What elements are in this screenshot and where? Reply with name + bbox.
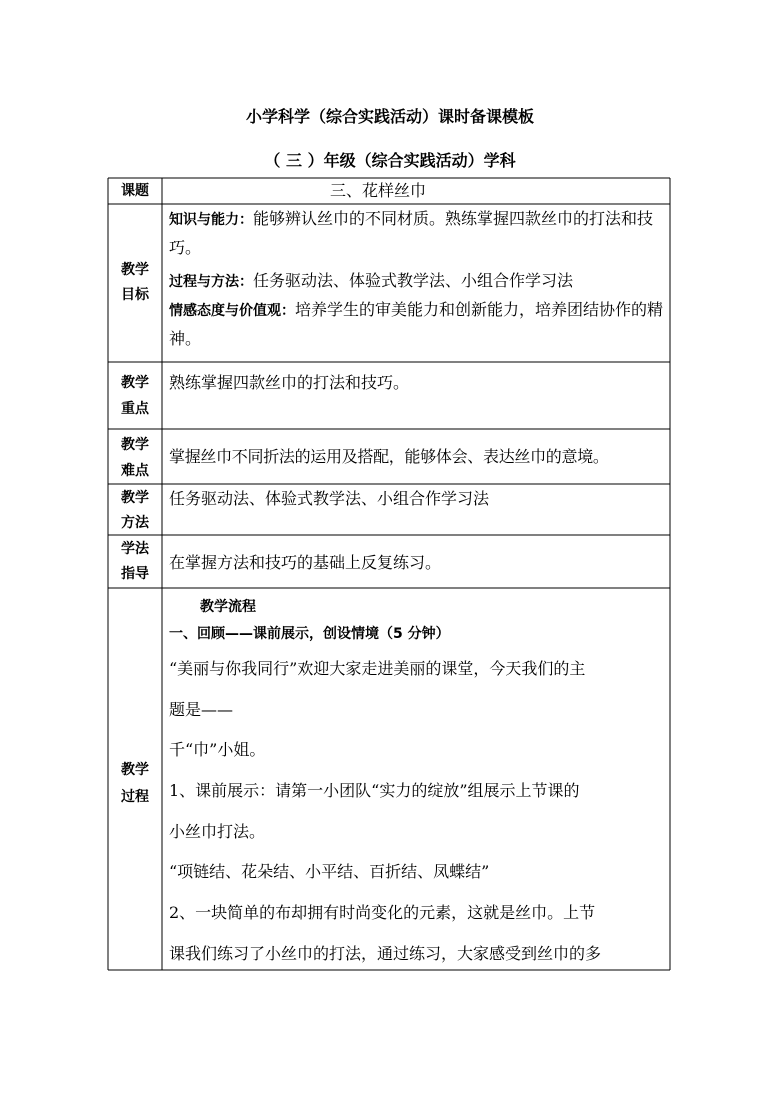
objectives-label-1: 教学 (121, 262, 149, 278)
knowledge-text: 能够辨认丝巾的不同材质。熟练掌握四款丝巾的打法和技巧。 (169, 209, 654, 257)
difficulties-label-2: 难点 (121, 463, 149, 479)
study-guide-value: 在掌握方法和技巧的基础上反复练习。 (169, 553, 442, 572)
topic-value: 三、花样丝巾 (330, 181, 427, 200)
process-line: 题是—— (169, 700, 234, 719)
process-section-1: 一、回顾——课前展示，创设情境（5 分钟） (169, 626, 450, 642)
objectives-content (169, 205, 665, 352)
key-points-label-2: 重点 (121, 401, 149, 417)
study-guide-label-2: 指导 (121, 566, 149, 582)
difficulties-label-1: 教学 (121, 437, 149, 453)
process-line: 课我们练习了小丝巾的打法，通过练习，大家感受到丝巾的多 (169, 944, 602, 963)
method-text: 任务驱动法、体验式教学法、小组合作学习法 (253, 271, 574, 290)
page-subtitle: （ 三 ）年级（综合实践活动）学科 (264, 151, 516, 170)
process-line: 1、课前展示：请第一小团队“实力的绽放”组展示上节课的 (169, 781, 580, 800)
process-line: 千“巾”小姐。 (169, 740, 266, 759)
difficulties-label (108, 432, 162, 484)
key-points-label (108, 370, 162, 422)
methods-label-2: 方法 (121, 515, 149, 531)
emotion-label: 情感态度与价值观： (169, 303, 295, 319)
process-label-1: 教学 (121, 762, 149, 778)
process-line: “美丽与你我同行”欢迎大家走进美丽的课堂，今天我们的主 (169, 659, 586, 678)
process-line: 小丝巾打法。 (169, 822, 266, 841)
study-guide-label (108, 537, 162, 587)
key-points-label-1: 教学 (121, 375, 149, 391)
key-points-value: 熟练掌握四款丝巾的打法和技巧。 (169, 373, 410, 392)
process-line: “项链结、花朵结、小平结、百折结、凤蝶结” (169, 862, 490, 881)
process-label (108, 757, 162, 811)
process-line: 2、一块简单的布却拥有时尚变化的元素，这就是丝巾。上节 (169, 903, 596, 922)
objectives-label-2: 目标 (121, 287, 149, 303)
emotion-text: 培养学生的审美能力和创新能力，培养团结协作的精神。 (169, 300, 664, 348)
methods-value: 任务驱动法、体验式教学法、小组合作学习法 (169, 489, 490, 508)
methods-label (108, 486, 162, 536)
methods-label-1: 教学 (121, 490, 149, 506)
process-heading: 教学流程 (200, 599, 256, 615)
page-title: 小学科学（综合实践活动）课时备课模板 (245, 107, 534, 126)
process-label-2: 过程 (121, 789, 149, 805)
objectives-label (108, 258, 162, 308)
topic-label: 课题 (121, 183, 149, 199)
knowledge-label: 知识与能力： (169, 212, 253, 228)
method-label: 过程与方法： (169, 274, 253, 290)
study-guide-label-1: 学法 (121, 541, 149, 557)
difficulties-value: 掌握丝巾不同折法的运用及搭配，能够体会、表达丝巾的意境。 (169, 447, 609, 466)
